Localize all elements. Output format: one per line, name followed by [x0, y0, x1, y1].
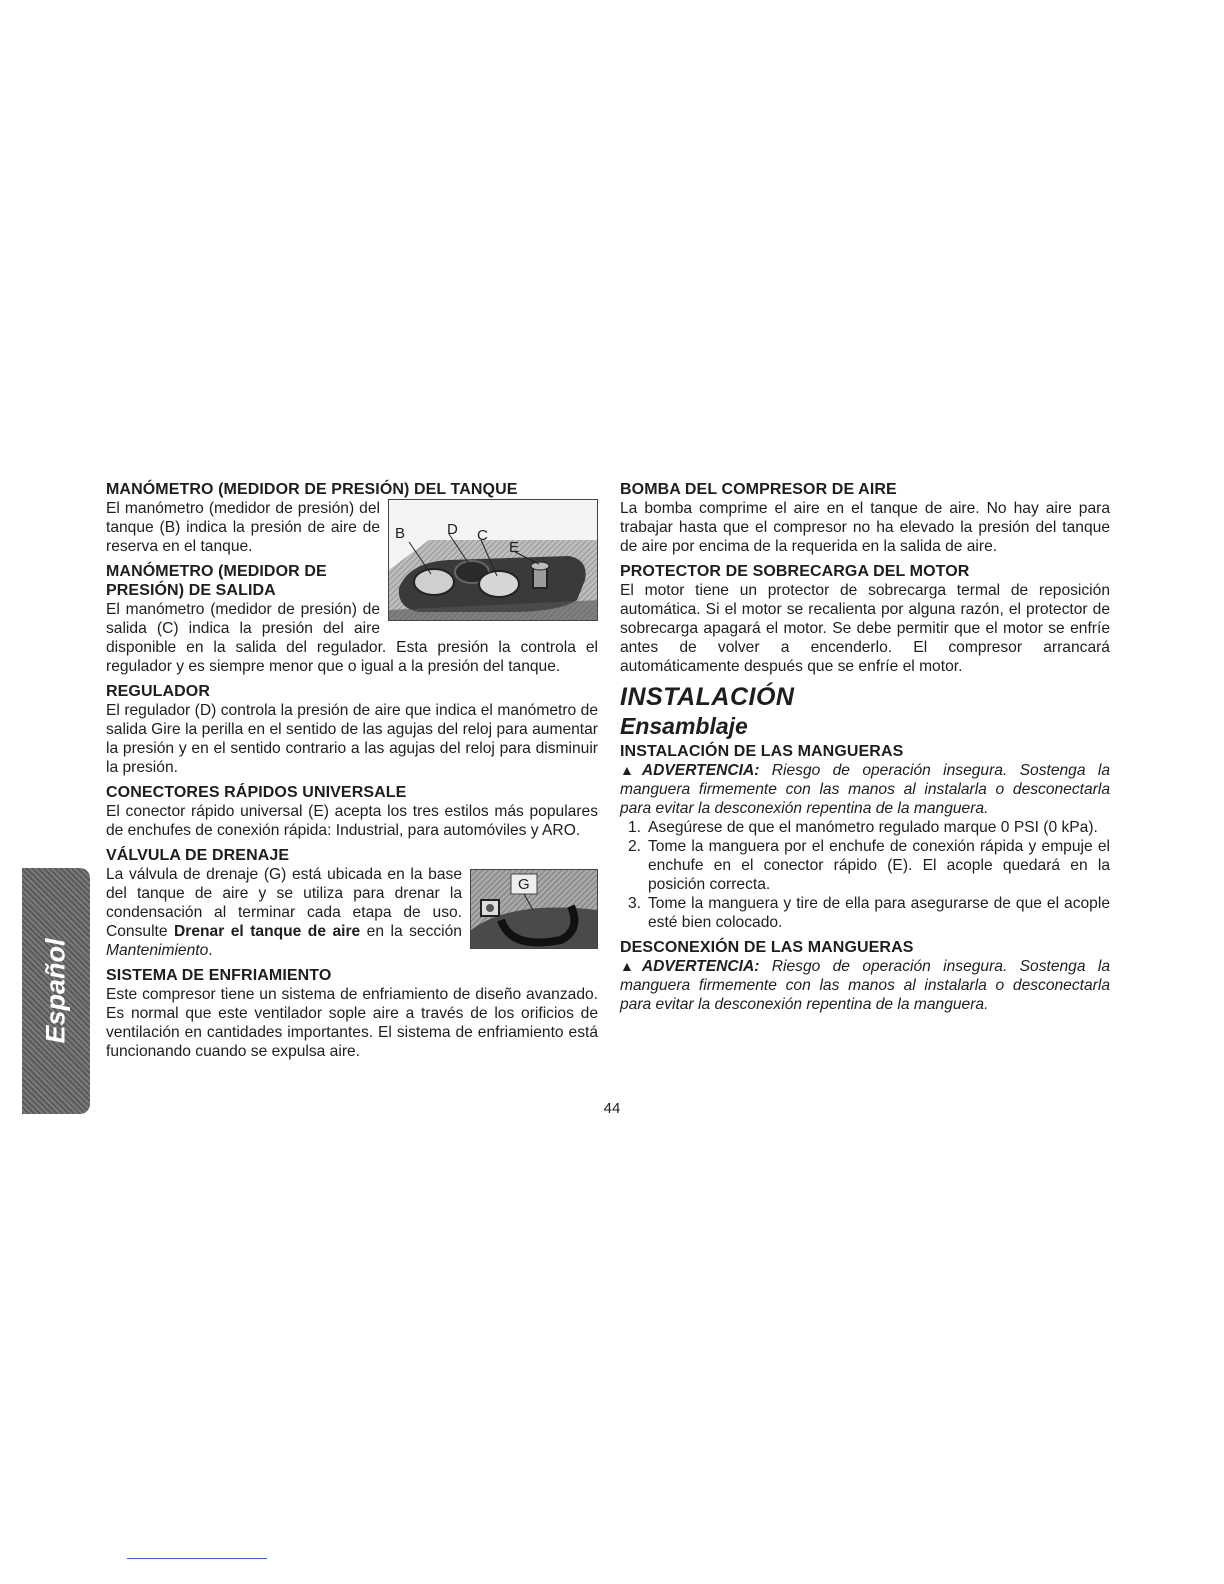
step-text: Tome la manguera por el enchufe de conexión rápida y empuje el enchufe en el conector rápido (E). El acople quedará en la posición correcta. [648, 838, 1110, 893]
section-heading-pump: BOMBA DEL COMPRESOR DE AIRE [620, 481, 897, 498]
figure-label-c: C [477, 527, 488, 544]
drain-text-c: . [208, 942, 213, 959]
drain-text-b: en la sección [360, 923, 462, 940]
gauges-figure [388, 499, 598, 621]
warning-text: Riesgo de operación insegura. Sostenga la manguera firmemente con las manos al instalarla o desconectarla para evitar la desconexión repentina de la manguera. [620, 958, 1110, 1013]
bottom-rule [127, 1558, 267, 1559]
section-heading-regulator: REGULADOR [106, 683, 211, 700]
subtitle-assembly: Ensamblaje [620, 713, 748, 739]
drain-text-bold: Drenar el tanque de aire [174, 923, 361, 940]
figure-label-e: E [509, 539, 520, 556]
warning-icon: ▲ [620, 958, 642, 974]
right-column [620, 480, 1110, 1014]
step-number: 2. [628, 838, 642, 855]
figure-label-d: D [447, 521, 458, 538]
section-heading-cooling: SISTEMA DE ENFRIAMIENTO [106, 967, 332, 984]
drain-valve-figure [470, 869, 598, 949]
gauges-illustration [389, 500, 597, 620]
page-number: 44 [603, 1100, 621, 1117]
step-number: 1. [628, 819, 642, 836]
section-heading-hose-install: INSTALACIÓN DE LAS MANGUERAS [620, 743, 904, 760]
list-item [620, 894, 1110, 932]
drain-valve-illustration [471, 870, 597, 948]
language-label: Español [40, 938, 71, 1044]
paragraph-pump: La bomba comprime el aire en el tanque de aire. No hay aire para trabajar hasta que el compresor no ha elevado la presión del tanque de aire por encima de la requerida en la salida de aire. [620, 500, 1110, 555]
heading-line-2: PRESIÓN) DE SALIDA [106, 582, 276, 599]
warning-label: ADVERTENCIA: [641, 762, 760, 779]
drain-text-italic: Mantenimiento [106, 942, 209, 959]
language-side-tab [22, 868, 90, 1114]
paragraph-tank-gauge: El manómetro (medidor de presión) del tanque (B) indica la presión de aire de reserva en el tanque. [106, 500, 380, 555]
section-heading-overload: PROTECTOR DE SOBRECARGA DEL MOTOR [620, 563, 970, 580]
paragraph-overload: El motor tiene un protector de sobrecarga termal de reposición automática. Si el motor se recalienta por alguna razón, el protector de sobrecarga apagará el motor. Se debe permitir que el motor se enfríe antes de volver a encenderlo. El compresor arrancará automáticamente después que se enfríe el motor. [620, 582, 1110, 675]
section-heading-hose-disconnect: DESCONEXIÓN DE LAS MANGUERAS [620, 939, 914, 956]
paragraph-cooling: Este compresor tiene un sistema de enfriamiento de diseño avanzado. Es normal que este ventilador sople aire a través de los orificios de ventilación en cantidades importantes. El sistema de enfriamiento está funcionando cuando se expulsa aire. [106, 986, 598, 1060]
warning-icon: ▲ [620, 762, 642, 778]
warning-hose-install [620, 761, 1110, 818]
step-number: 3. [628, 895, 642, 912]
list-item [620, 837, 1110, 894]
figure-label-b: B [395, 525, 406, 542]
paragraph-outlet-gauge: El manómetro (medidor de presión) de salida (C) indica la presión del aire disponible en la salida del regulador. Esta presión la controla el regulador y es siempre menor que o igual a la presión del tanque. [106, 601, 598, 675]
section-heading-drain-valve: VÁLVULA DE DRENAJE [106, 847, 290, 864]
warning-label: ADVERTENCIA: [641, 958, 760, 975]
left-column [106, 480, 598, 1061]
drain-text-a: La válvula de drenaje (G) está ubicada en la base del tanque de aire y se utiliza para drenar la condensación al terminar cada etapa de uso. Consulte [106, 866, 462, 940]
title-installation: INSTALACIÓN [620, 683, 795, 711]
list-item [620, 818, 1110, 837]
paragraph-quick-connectors: El conector rápido universal (E) acepta los tres estilos más populares de enchufes de conexión rápida: Industrial, para automóviles y ARO. [106, 803, 598, 839]
install-steps-list [620, 818, 1110, 932]
step-text: Asegúrese de que el manómetro regulado marque 0 PSI (0 kPa). [648, 819, 1098, 836]
section-heading-tank-gauge: MANÓMETRO (MEDIDOR DE PRESIÓN) DEL TANQUE [106, 481, 518, 498]
warning-hose-disconnect [620, 957, 1110, 1014]
step-text: Tome la manguera y tire de ella para asegurarse de que el acople esté bien colocado. [648, 895, 1110, 931]
figure-label-g: G [518, 876, 530, 893]
warning-text: Riesgo de operación insegura. Sostenga la manguera firmemente con las manos al instalarla o desconectarla para evitar la desconexión repentina de la manguera. [620, 762, 1110, 817]
section-heading-quick-connectors: CONECTORES RÁPIDOS UNIVERSALE [106, 784, 407, 801]
heading-line-1: MANÓMETRO (MEDIDOR DE [106, 563, 327, 580]
paragraph-regulator: El regulador (D) controla la presión de aire que indica el manómetro de salida Gire la perilla en el sentido de las agujas del reloj para aumentar la presión y en el sentido contrario a las agujas del reloj para disminuir la presión. [106, 702, 598, 776]
